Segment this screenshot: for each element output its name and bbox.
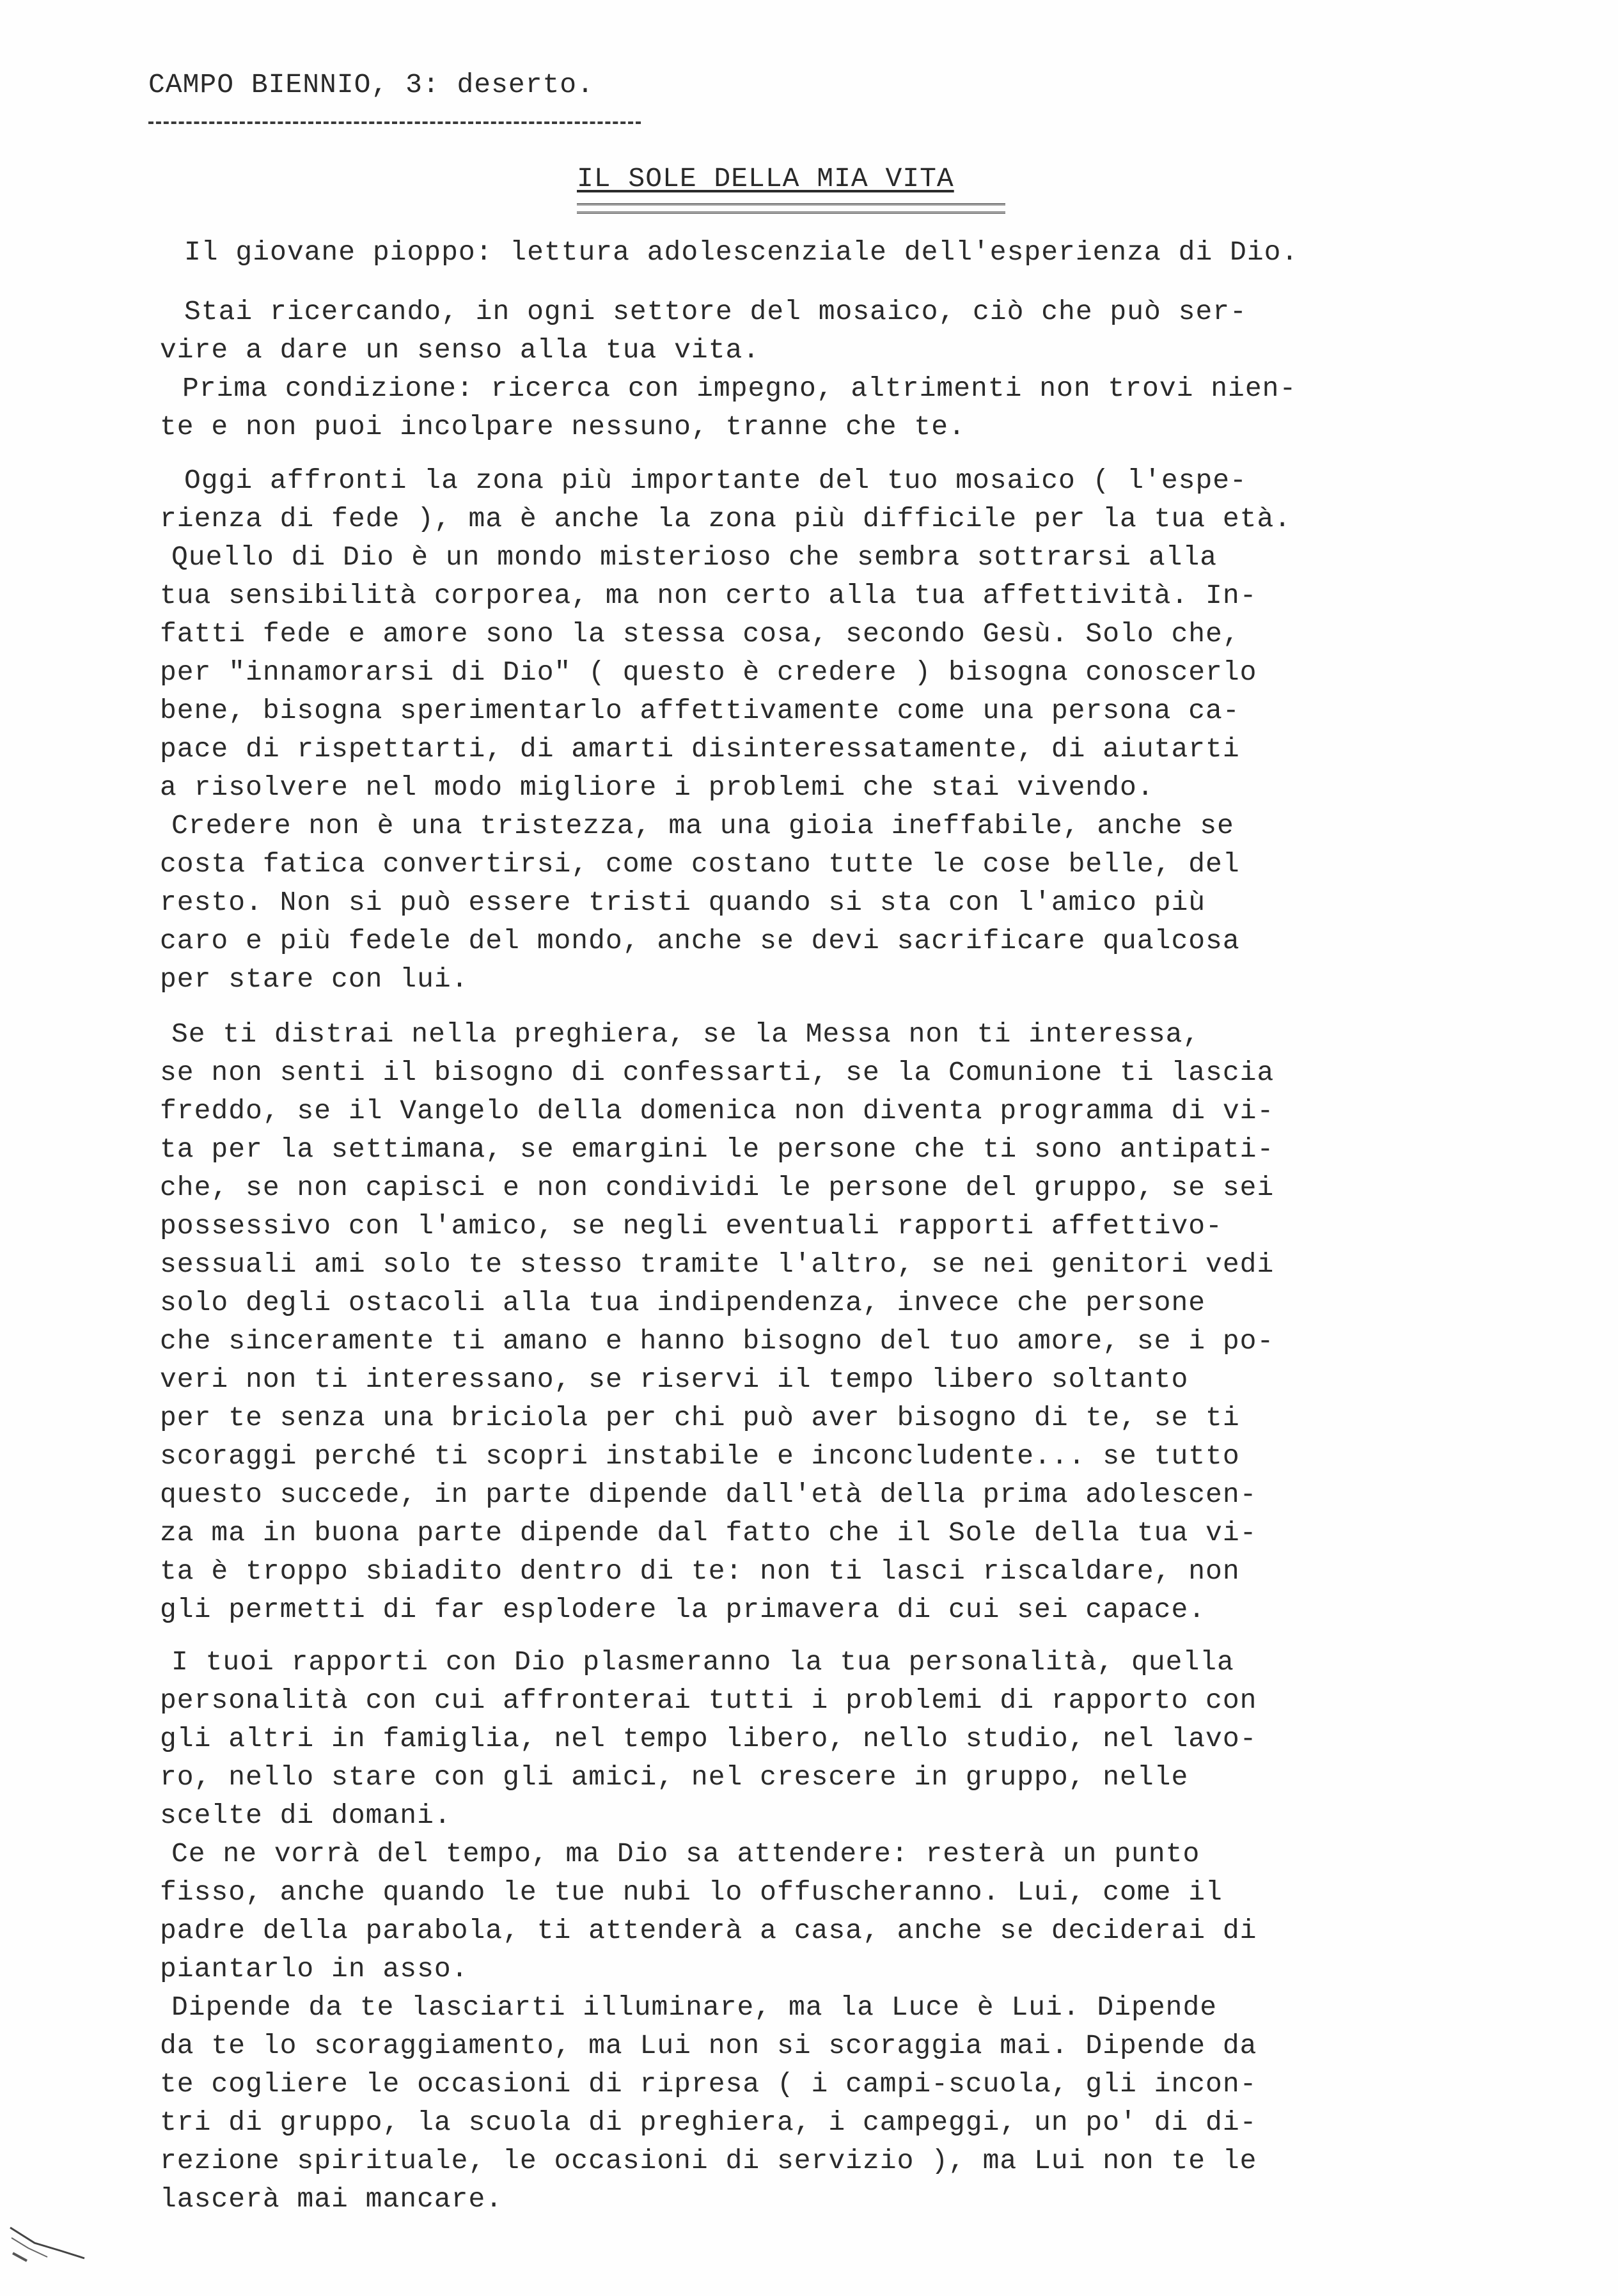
text-line: resto. Non si può essere tristi quando si sta con l'amico più xyxy=(160,887,1206,918)
text-line: ro, nello stare con gli amici, nel crescere in gruppo, nelle xyxy=(160,1761,1189,1793)
text-line: piantarlo in asso. xyxy=(160,1953,469,1985)
text-line: veri non ti interessano, se riservi il tempo libero soltanto xyxy=(160,1364,1189,1395)
document-header: CAMPO BIENNIO, 3: deserto. xyxy=(148,69,594,100)
scan-smudge-mark xyxy=(9,2225,86,2263)
text-line: costa fatica convertirsi, come costano tutte le cose belle, del xyxy=(160,848,1240,880)
text-line: sessuali ami solo te stesso tramite l'altro, se nei genitori vedi xyxy=(160,1249,1275,1280)
text-line: vire a dare un senso alla tua vita. xyxy=(160,334,760,366)
text-line: Stai ricercando, in ogni settore del mosaico, ciò che può ser- xyxy=(184,296,1247,327)
text-line: se non senti il bisogno di confessarti, se la Comunione ti lascia xyxy=(160,1057,1275,1088)
text-line: ta per la settimana, se emargini le persone che ti sono antipati- xyxy=(160,1134,1275,1165)
text-line: rienza di fede ), ma è anche la zona più difficile per la tua età. xyxy=(160,503,1292,535)
text-line: za ma in buona parte dipende dal fatto che il Sole della tua vi- xyxy=(160,1517,1257,1549)
text-line: Credere non è una tristezza, ma una gioia ineffabile, anche se xyxy=(171,810,1234,841)
text-line: I tuoi rapporti con Dio plasmeranno la tua personalità, quella xyxy=(171,1646,1234,1678)
text-line: a risolvere nel modo migliore i problemi che stai vivendo. xyxy=(160,772,1154,803)
text-line: Dipende da te lasciarti illuminare, ma la Luce è Lui. Dipende xyxy=(171,1992,1218,2023)
title-double-underline xyxy=(577,203,1005,214)
text-line: ta è troppo sbiadito dentro di te: non ti lasci riscaldare, non xyxy=(160,1556,1240,1587)
text-line: per "innamorarsi di Dio" ( questo è credere ) bisogna conoscerlo xyxy=(160,657,1257,688)
text-line: rezione spirituale, le occasioni di servizio ), ma Lui non te le xyxy=(160,2145,1257,2176)
text-line: caro e più fedele del mondo, anche se devi sacrificare qualcosa xyxy=(160,925,1240,957)
text-line: Ce ne vorrà del tempo, ma Dio sa attendere: resterà un punto xyxy=(171,1838,1200,1870)
text-line: scelte di domani. xyxy=(160,1800,452,1831)
text-line: Prima condizione: ricerca con impegno, altrimenti non trovi nien- xyxy=(182,373,1297,404)
document-subtitle: Il giovane pioppo: lettura adolescenziale dell'esperienza di Dio. xyxy=(184,237,1299,268)
text-line: che, se non capisci e non condividi le persone del gruppo, se sei xyxy=(160,1172,1275,1203)
text-line: tua sensibilità corporea, ma non certo alla tua affettività. In- xyxy=(160,580,1257,611)
text-line: freddo, se il Vangelo della domenica non diventa programma di vi- xyxy=(160,1095,1275,1127)
text-line: te e non puoi incolpare nessuno, tranne che te. xyxy=(160,411,966,442)
text-line: bene, bisogna sperimentarlo affettivamente come una persona ca- xyxy=(160,695,1240,726)
text-line: personalità con cui affronterai tutti i problemi di rapporto con xyxy=(160,1685,1257,1716)
text-line: scoraggi perché ti scopri instabile e inconcludente... se tutto xyxy=(160,1441,1240,1472)
text-line: Oggi affronti la zona più importante del tuo mosaico ( l'espe- xyxy=(184,465,1247,496)
text-line: questo succede, in parte dipende dall'età della prima adolescen- xyxy=(160,1479,1257,1510)
text-line: per stare con lui. xyxy=(160,964,469,995)
text-line: gli permetti di far esplodere la primavera di cui sei capace. xyxy=(160,1594,1206,1625)
text-line: solo degli ostacoli alla tua indipendenza, invece che persone xyxy=(160,1287,1206,1318)
text-line: pace di rispettarti, di amarti disinteressatamente, di aiutarti xyxy=(160,733,1240,765)
text-line: te cogliere le occasioni di ripresa ( i campi-scuola, gli incon- xyxy=(160,2068,1257,2100)
text-line: tri di gruppo, la scuola di preghiera, i campeggi, un po' di di- xyxy=(160,2107,1257,2138)
text-line: che sinceramente ti amano e hanno bisogno del tuo amore, se i po- xyxy=(160,1325,1275,1357)
text-line: da te lo scoraggiamento, ma Lui non si scoraggia mai. Dipende da xyxy=(160,2030,1257,2061)
text-line: padre della parabola, ti attenderà a casa, anche se deciderai di xyxy=(160,1915,1257,1946)
text-line: per te senza una briciola per chi può aver bisogno di te, se ti xyxy=(160,1402,1240,1433)
text-line: fatti fede e amore sono la stessa cosa, secondo Gesù. Solo che, xyxy=(160,618,1240,650)
text-line: Quello di Dio è un mondo misterioso che sembra sottrarsi alla xyxy=(171,542,1218,573)
text-line: fisso, anche quando le tue nubi lo offuscheranno. Lui, come il xyxy=(160,1877,1223,1908)
text-line: lascerà mai mancare. xyxy=(160,2183,503,2215)
text-line: possessivo con l'amico, se negli eventuali rapporti affettivo- xyxy=(160,1210,1223,1242)
text-line: Se ti distrai nella preghiera, se la Messa non ti interessa, xyxy=(171,1019,1200,1050)
document-title: IL SOLE DELLA MIA VITA xyxy=(577,163,954,194)
text-line: gli altri in famiglia, nel tempo libero, nello studio, nel lavo- xyxy=(160,1723,1257,1754)
header-divider xyxy=(148,121,641,124)
